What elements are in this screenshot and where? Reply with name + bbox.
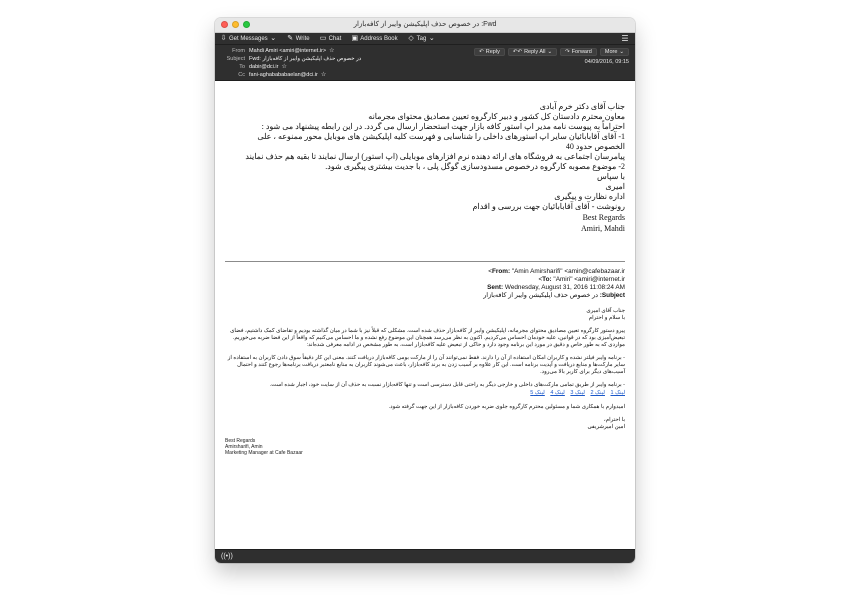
chevron-down-icon: ⌄ — [270, 35, 277, 42]
title-bar — [215, 18, 635, 33]
tag-label: Tag — [416, 35, 427, 42]
reply-label: Reply — [485, 49, 500, 55]
forward-label: Forward — [571, 49, 592, 55]
quoted-sent-row — [225, 284, 625, 292]
body-line: اداره نظارت و پیگیری — [554, 192, 625, 201]
chat-label: Chat — [328, 35, 342, 42]
cc-label: Cc — [238, 72, 245, 78]
star-icon[interactable]: ☆ — [329, 48, 335, 54]
body-line: احتراماً به پیوست نامه مدیر اپ استور کافه بازار جهت استحضار ارسال می گردد. در این رابطه پیشنهاد می شود : — [261, 122, 625, 131]
window-title: Fwd: در خصوص حذف اپلیکیشن وایبر از کافه‌بازار — [353, 21, 497, 28]
quoted-subject-row — [225, 292, 625, 300]
radio-waves-icon[interactable]: ((•)) — [221, 553, 233, 560]
link-1[interactable]: لینک 1 — [610, 390, 625, 396]
status-bar — [215, 549, 635, 563]
subject-row — [221, 55, 629, 63]
body-line: معاون محترم دادستان کل کشور و دبیر کارگروه تعیین مصادیق محتوای مجرمانه — [368, 112, 625, 121]
english-signoff-1: Best Regards — [582, 213, 625, 222]
forward-divider — [225, 261, 625, 262]
signature-line: Best Regards — [225, 438, 256, 444]
reply-all-icon: ↶↶ — [512, 49, 523, 55]
signature-line: Amirsharifi, Amin — [225, 444, 263, 450]
address-book-label: Address Book — [360, 35, 398, 42]
body-line: پیامرسان اجتماعی به فروشگاه های ارائه دهنده نرم افزارهای موبایلی (اپ استور) ارسال نمایند تا بقیه هم حذف نمایند — [245, 152, 625, 161]
link-4[interactable]: لینک 4 — [550, 390, 565, 396]
chevron-down-icon: ⌄ — [619, 49, 624, 55]
chevron-down-icon: ⌄ — [547, 49, 553, 55]
from-value[interactable]: Mahdi Amiri <amiri@internet.ir> — [249, 48, 327, 54]
signature-line: Marketing Manager at Cafe Bazaar — [225, 450, 303, 456]
body-line: رونوشت - آقای آقابابائیان جهت بررسی و اقدام — [472, 202, 625, 211]
app-menu-icon[interactable]: ☰ — [621, 33, 629, 43]
to-value[interactable]: dabir@dci.ir — [249, 64, 279, 70]
message-actions — [474, 48, 629, 56]
more-label: More — [604, 49, 618, 55]
reply-button[interactable] — [474, 48, 505, 56]
more-button[interactable] — [600, 48, 629, 56]
forward-icon: ↷ — [565, 49, 570, 55]
english-signoff-2: Amiri, Mahdi — [581, 224, 625, 233]
message-content — [215, 94, 635, 549]
quoted-sent-label: Sent: — [487, 284, 504, 291]
mail-toolbar — [215, 33, 635, 45]
quoted-paragraph: امیدوارم با همکاری شما و مسئولین محترم کارگروه جلوی ضربه خوردن کافه‌بازار از این جهت گرفته شود. — [388, 404, 625, 410]
cc-value[interactable]: fani-aghabababaelan@dci.ir — [249, 72, 318, 78]
body-line: 1- آقای آقابابائیان سایر اپ استورهای داخلی را شناسایی و فهرست کلیه اپلیکیشن های موبایل محور ممنوعه ، علی الخصوص حدود 40 — [257, 132, 625, 151]
quoted-from-label: From: — [491, 268, 511, 275]
quoted-signature — [225, 438, 625, 456]
star-icon[interactable]: ☆ — [281, 64, 287, 70]
quoted-greeting-2: با سلام و احترام — [588, 315, 625, 321]
chat-icon: ▭ — [319, 35, 327, 42]
chevron-down-icon: ⌄ — [428, 35, 435, 42]
quoted-greeting-1: جناب آقای امیری — [586, 308, 625, 314]
star-icon[interactable]: ☆ — [320, 72, 327, 78]
quoted-closing-1: با احترام، — [603, 417, 625, 423]
quoted-paragraph: - برنامه وایبر از طریق تمامی مارکت‌های داخلی و خارجی دیگر به راحتی قابل دسترسی است و تنها کافه‌بازار نسبت به حذف آن از سایت خود، اجبار شده است. — [269, 382, 625, 388]
link-5[interactable]: لینک 5 — [530, 390, 545, 396]
quoted-subject-label: Subject: — [599, 292, 625, 299]
quoted-closing-2: امین امیرشریفی — [587, 424, 625, 430]
tag-button[interactable] — [408, 33, 436, 45]
quoted-to-label: To: — [542, 276, 552, 283]
cc-row — [221, 71, 629, 79]
top-message — [225, 102, 625, 212]
from-label: From — [232, 48, 245, 54]
quoted-to-value: "Amiri" <amiri@internet.ir> — [538, 276, 625, 283]
message-headers — [215, 45, 635, 81]
chat-button[interactable] — [320, 33, 342, 45]
quoted-sent-value: Wednesday, August 31, 2016 11:08:24 AM — [504, 284, 625, 291]
tag-icon: ◇ — [408, 35, 414, 42]
subject-value: Fwd: در خصوص حذف اپلیکیشن وایبر از کافه‌بازار — [249, 56, 362, 62]
quoted-from-row — [225, 268, 625, 276]
reply-all-button[interactable] — [508, 48, 557, 56]
quoted-headers — [225, 268, 625, 300]
write-label: Write — [295, 35, 310, 42]
quoted-paragraph: - برنامه وایبر فیلتر نشده و کاربران امکان استفاده از آن را دارند. فقط نمی‌توانند آن را از مارکت بومی کافه‌بازار دریافت کنند. معنی این کار دقیقاً سوق دادن کاربران به استفاده از سایر مارکت‌ها و منابع دریافت و آپدیت برنامه است. این کار علاوه بر آسیب زدن به برند کافه‌بازار، باعث می‌شوند کاربران به منابع نامعتبر دریافت برنامه‌ها رجوع کنند و احتمال آسیب‌های دیگر برای کاربر بالا می‌رود. — [227, 355, 625, 375]
download-icon: ⇩ — [220, 35, 227, 42]
body-line: جناب آقای دکتر خرم آبادی — [539, 102, 625, 111]
message-body — [215, 94, 635, 456]
quoted-paragraph: پیرو دستور کارگروه تعیین مصادیق محتوای مجرمانه، اپلیکیشن وایبر از کافه‌بازار حذف شده است. مشکلی که قبلاً نیز با شما در میان گذاشته بودیم و تقاضای کمک داشتیم، فضای تبعیض‌آمیزی بود که در قوانین، علیه خودمان احساس می‌کردیم. اکنون به نظر می‌رسد همچنان این موضوع رفع نشده و ما احساس می‌کنیم که واقعاً از این فضا ضربه می‌خوریم. مواردی که به طور خاص و دقیق در مورد این برنامه وجود دارد و حاکی از تبعیض علیه کافه‌بازار است، به طور مشخص در ادامه معرفی شده‌اند: — [230, 328, 625, 348]
body-line: امیری — [605, 182, 625, 191]
get-messages-label: Get Messages — [229, 35, 268, 42]
reply-all-label: Reply All — [524, 49, 546, 55]
forward-button[interactable] — [560, 48, 597, 56]
body-line: با سپاس — [597, 172, 625, 181]
quoted-body — [225, 308, 625, 456]
to-label: To — [239, 64, 245, 70]
message-date: 04/09/2016, 09:15 — [584, 59, 629, 65]
pencil-icon: ✎ — [287, 35, 294, 42]
to-row — [221, 63, 629, 71]
quoted-subject-value: در خصوص حذف اپلیکیشن وایبر از کافه‌بازار — [483, 292, 598, 299]
quoted-from-value: "Amin Amirsharifi" <amin@cafebazaar.ir> — [488, 268, 625, 275]
link-3[interactable]: لینک 3 — [570, 390, 585, 396]
subject-label: Subject — [226, 56, 245, 62]
write-button[interactable] — [287, 33, 310, 45]
quoted-to-row — [225, 276, 625, 284]
get-messages-button[interactable] — [220, 33, 277, 45]
link-2[interactable]: لینک 2 — [590, 390, 605, 396]
body-line: 2- موضوع مصوبه کارگروه درخصوص مسدودسازی گوگل پلی ، با جدیت بیشتری پیگیری شود. — [325, 162, 625, 171]
reply-icon: ↶ — [479, 49, 484, 55]
email-window — [215, 18, 635, 563]
address-book-icon: ▣ — [351, 35, 359, 42]
address-book-button[interactable] — [351, 33, 397, 45]
quoted-links — [225, 390, 625, 397]
